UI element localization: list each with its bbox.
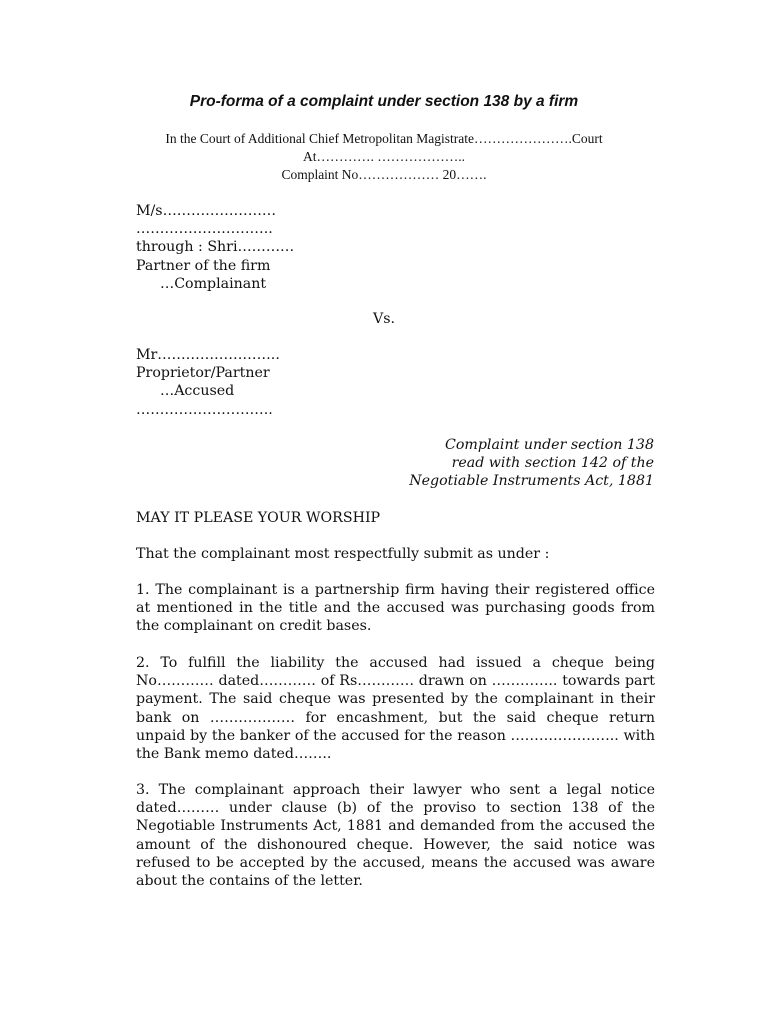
court-location-line: At…………. ……………….. [303, 149, 465, 164]
court-header [130, 130, 638, 184]
subject-line-3: Negotiable Instruments Act, 1881 [409, 473, 654, 490]
intro-paragraph: That the complainant most respectfully submit as under : [136, 546, 550, 562]
subject-line-1: Complaint under section 138 [445, 437, 654, 453]
complainant-role: …Complainant [160, 275, 267, 292]
complainant-address: ……………………….. [136, 221, 273, 238]
accused-capacity: Proprietor/Partner [136, 365, 270, 382]
accused-block [136, 346, 656, 419]
complaint-subject [409, 436, 654, 491]
subject-line-2: read with section 142 of the [451, 455, 654, 472]
court-name-line: In the Court of Additional Chief Metropolitan Magistrate………………….Court [165, 131, 603, 146]
complaint-number-line: Complaint No……………… 20……. [281, 167, 487, 182]
accused-role: …Accused [160, 383, 235, 400]
complainant-name: M/s…………………… [136, 203, 277, 219]
salutation: MAY IT PLEASE YOUR WORSHIP [136, 510, 381, 526]
complainant-through: through : Shri………… [136, 239, 295, 256]
complainant-capacity: Partner of the firm [136, 257, 271, 274]
complainant-block [136, 202, 656, 293]
paragraph-1: 1. The complainant is a partnership firm having their registered office at mentioned in the title and the accused was purchasing goods from the complainant on credit bases. [136, 582, 655, 635]
accused-address: ……………………….. [136, 401, 273, 418]
document-title: Pro-forma of a complaint under section 138 by a firm [189, 93, 579, 110]
versus-label: Vs. [372, 311, 396, 327]
accused-name: Mr…………………….. [136, 347, 280, 363]
paragraph-2: 2. To fulfill the liability the accused had issued a cheque being No………… dated………… of Rs………… drawn on ………….. towards part payment. The said cheque was presented by the complainant in their bank on ……………… for encashment, but the said cheque return unpaid by the banker of the accused for the reason ………………….. with the Bank memo dated…….. [136, 655, 655, 763]
paragraph-3: 3. The complainant approach their lawyer who sent a legal notice dated……… under clause (b) of the proviso to section 138 of the Negotiable Instruments Act, 1881 and demanded from the accused the amount of the dishonoured cheque. However, the said notice was refused to be accepted by the accused, means the accused was aware about the contains of the letter. [136, 782, 655, 890]
